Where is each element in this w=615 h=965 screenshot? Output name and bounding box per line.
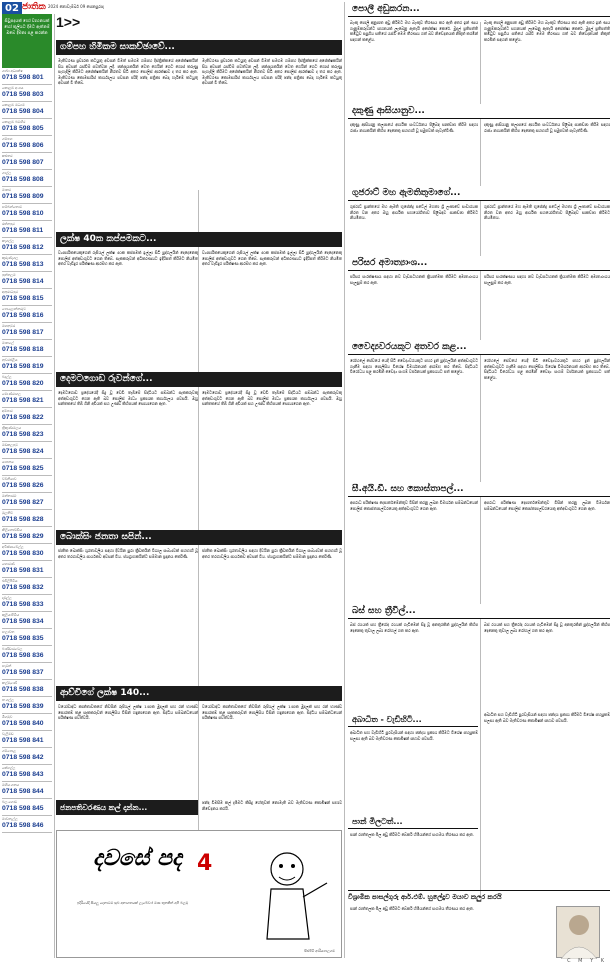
ad-contact-entry bbox=[2, 782, 52, 799]
ad-contact-number: 0718 598 842 bbox=[2, 754, 44, 761]
ad-contact-entry bbox=[2, 272, 52, 289]
ad-contact-entry bbox=[2, 510, 52, 527]
comic-text: ඉදිරියේදී සියලු දෙනාටම සුබ අනාගතයක් ලැබේවා! මාස තුනකින් අපි බලමු bbox=[77, 901, 189, 905]
page-number: 02 bbox=[2, 2, 22, 15]
ad-contact-label: කොළඹ අංශය bbox=[2, 86, 24, 90]
ad-contact-entry bbox=[2, 340, 52, 357]
ad-contact-number: 0718 598 807 bbox=[2, 159, 44, 166]
ad-contact-entry bbox=[2, 561, 52, 578]
ad-contact-entry bbox=[2, 357, 52, 374]
column-divider bbox=[480, 22, 481, 898]
headline-laksha40: ලක්ෂ 40ක කප්පමකට... bbox=[56, 232, 342, 247]
ad-contact-label: අනුරාධපුර bbox=[2, 290, 18, 294]
ad-contact-number: 0718 598 843 bbox=[2, 771, 44, 778]
headline-doctor: වෛද්‍යවරයකුට අතවර කළ... bbox=[348, 340, 610, 355]
column-divider bbox=[344, 2, 345, 958]
article-boxing-body-cont: ජාතික බොක්සිං ශූරතාවලිය සඳහා දිවයින පුරා ක්‍රීඩකයින් විශාල සංඛ්‍යාවක් සහභාගී වූ අතර තරගාවලිය සාර්ථකව අවසන් විය. ජයග්‍රාහකයින්ට සම්මාන ප්‍රදානය කෙරිණි. bbox=[202, 548, 342, 559]
ad-contact-number: 0718 598 839 bbox=[2, 703, 44, 710]
ad-contact-number: 0718 598 819 bbox=[2, 363, 44, 370]
ad-contact-number: 0718 598 844 bbox=[2, 788, 44, 795]
ad-contact-entry bbox=[2, 646, 52, 663]
headline-dematagoda: දෙමටගොඩ රුවන්ගේ... bbox=[56, 372, 342, 387]
ad-contact-label: වව්නියාව bbox=[2, 477, 17, 481]
ad-contact-number: 0718 598 829 bbox=[2, 533, 44, 540]
ad-contact-number: 0718 598 831 bbox=[2, 567, 44, 574]
ad-contact-number: 0718 598 822 bbox=[2, 414, 44, 421]
headline-interest-rates: පොලී අඩුකරන... bbox=[348, 2, 610, 17]
ad-contact-label: අවිස්සාවේල්ල bbox=[2, 545, 24, 549]
headline-bus-threewheel: බස් සහ ත්‍රීවිල්... bbox=[348, 604, 610, 619]
headline-boxing: බොක්සිං ජනතා සපින්... bbox=[56, 530, 342, 545]
ad-contact-entry bbox=[2, 578, 52, 595]
ad-contact-label: මීගමුව bbox=[2, 715, 13, 719]
ad-contact-label: හැටන් bbox=[2, 664, 12, 668]
ad-contact-label: මඩකලපුව bbox=[2, 443, 18, 447]
article-achchi-body-cont: වයෝවෘද්ධ කාන්තාවකගේ නිවසින් රුපියල් ලක්ෂ 140ක මුදලක් සහ රන් භාණ්ඩ සොරකම් කළ සැකකරුවන් පොලිසිය විසින් හඳුනාගෙන ඇත. සිද්ධිය සම්බන්ධයෙන් පරීක්ෂණ පවත්වයි. bbox=[202, 704, 342, 721]
ad-contact-label: කිලිනොච්චිය bbox=[2, 528, 22, 532]
ad-contact-entry bbox=[2, 153, 52, 170]
ad-contact-number: 0718 598 836 bbox=[2, 652, 44, 659]
ad-contact-entry bbox=[2, 306, 52, 323]
ad-contact-entry bbox=[2, 221, 52, 238]
ad-contact-label: කොළඹ මධ්‍යම bbox=[2, 103, 25, 107]
comic-title: දවසේ පද bbox=[93, 845, 182, 871]
headline-bread-price: පාන් මිලටත්... bbox=[348, 814, 478, 829]
ad-contact-entry bbox=[2, 595, 52, 612]
classifieds-sidebar bbox=[2, 14, 52, 959]
column-divider bbox=[54, 14, 55, 958]
ad-contact-entry bbox=[2, 187, 52, 204]
headline-cid: සී.අයි.ඩී. සහ කොස්තාපල්... bbox=[348, 482, 610, 497]
ad-contact-label: අම්පාර bbox=[2, 409, 13, 413]
ad-contact-number: 0718 598 821 bbox=[2, 397, 44, 404]
ad-contact-label: හොරණ bbox=[2, 562, 15, 566]
ad-contact-entry bbox=[2, 391, 52, 408]
ad-contact-label: කේගල්ල bbox=[2, 766, 16, 770]
ad-contact-label: මුලතිව් bbox=[2, 511, 13, 515]
ad-contact-number: 0718 598 808 bbox=[2, 176, 44, 183]
ad-contact-entry bbox=[2, 170, 52, 187]
ad-contact-label: පුත්තලම bbox=[2, 273, 16, 277]
ad-contact-label: වැලිමඩ bbox=[2, 732, 14, 736]
ad-contact-entry bbox=[2, 799, 52, 816]
ad-contact-number: 0718 598 830 bbox=[2, 550, 44, 557]
ad-contact-entry bbox=[2, 493, 52, 510]
ad-contact-label: මාවනැල්ල bbox=[2, 817, 18, 821]
ad-contact-label: මොණරාගල bbox=[2, 392, 21, 396]
ad-contact-number: 0718 598 805 bbox=[2, 125, 44, 132]
ad-contact-number: 0718 598 826 bbox=[2, 482, 44, 489]
obituary-photo bbox=[556, 906, 600, 958]
ad-contact-entry bbox=[2, 68, 52, 85]
article-interest-body-cont: බැංකු පොලී අනුපාත අඩු කිරීමට මහ බැංකුව තීරණය කර ඇති අතර ඉන් ණය ගැනුම්කරුවන්ට සහනයක් ලැබෙනු ඇතැයි අපේක්ෂා කෙරේ. මුදල් ප්‍රතිපත්ති කමිටුව පසුගිය සතියේ රැස්වී මෙම තීරණය ගත් බව නිවේදනයක් නිකුත් කරමින් සඳහන් කළේය. bbox=[484, 20, 610, 42]
ad-contact-entry bbox=[2, 102, 52, 119]
ad-contact-entry bbox=[2, 204, 52, 221]
headline-gujarat: ගුජරාට් මහ ඇමතිතුමාගේ... bbox=[348, 186, 610, 201]
ad-contact-entry bbox=[2, 442, 52, 459]
ad-contact-number: 0718 598 803 bbox=[2, 91, 44, 98]
ad-contact-entry bbox=[2, 238, 52, 255]
ad-contact-entry bbox=[2, 459, 52, 476]
article-obituary-body: පාන් රාත්තලක මිල අඩු කිරීමට බේකරි හිමියන්ගේ සංගමය තීරණය කර ඇත. bbox=[350, 906, 474, 911]
ad-contact-label: කුරුණෑගල bbox=[2, 256, 19, 260]
ad-contact-label: මාතර bbox=[2, 188, 11, 192]
ad-contact-entry bbox=[2, 476, 52, 493]
headline-disabled-elderly: අබාධිත - වැඩිහිටි... bbox=[348, 712, 478, 727]
ad-contact-number: 0718 598 810 bbox=[2, 210, 44, 217]
ad-contact-entry bbox=[2, 816, 52, 833]
ad-contact-number: 0718 598 813 bbox=[2, 261, 44, 268]
ad-contact-label: කොළඹ බටහිර bbox=[2, 120, 26, 124]
ad-contact-number: 0718 598 809 bbox=[2, 193, 44, 200]
ad-contact-entry bbox=[2, 374, 52, 391]
person-photo-icon bbox=[557, 907, 601, 959]
ad-contact-entry bbox=[2, 714, 52, 731]
article-interest-body: බැංකු පොලී අනුපාත අඩු කිරීමට මහ බැංකුව තීරණය කර ඇති අතර ඉන් ණය ගැනුම්කරුවන්ට සහනයක් ලැබෙනු ඇතැයි අපේක්ෂා කෙරේ. මුදල් ප්‍රතිපත්ති කමිටුව පසුගිය සතියේ රැස්වී මෙම තීරණය ගත් බව නිවේදනයක් නිකුත් කරමින් සඳහන් කළේය. bbox=[350, 20, 478, 42]
ad-contact-number: 0718 598 838 bbox=[2, 686, 44, 693]
comic-number: 4 bbox=[197, 851, 213, 876]
headline-obituary: විශ්‍රාමික පාසල්ගුරු ආර්.එම්. හුලේදුව මයාව කලුර කරයි bbox=[348, 890, 610, 904]
article-environment-body: පරිසර සංරක්ෂණය සඳහා නව වැඩසටහනක් ක්‍රියාත්මක කිරීමට අමාත්‍යාංශය සැලසුම් කර ඇත. bbox=[350, 274, 478, 285]
article-gampaha-body: මැතිවරණ ප්‍රචාරක කටයුතු අවසන් වීමත් සමගම ගම්පහ දිස්ත්‍රික්කයේ අපේක්ෂකයින් සිය අවසන් රැස්වීම් පවත්වන ලදී. ඡන්දදායකයින් වෙත ගෙයින් ගෙට ගොස් කරුණු පැහැදිලි කිරීමට අපේක්ෂකයින් නිරතව සිටි අතර පොලිස් ආරක්ෂාව ද තර කර ඇත. මැතිවරණ කොමසාරිස් කාර්යාලය පවසන පරිදි ඡන්ද පත්‍රිකා බෙදා හැරීමේ කටයුතු අවසන් වී තිබේ. bbox=[58, 58, 198, 86]
ad-contact-entry bbox=[2, 408, 52, 425]
ad-contact-label: කල්මුණේ bbox=[2, 681, 17, 685]
ad-contact-label: දඹුල්ල bbox=[2, 596, 12, 600]
ad-contact-number: 0718 598 845 bbox=[2, 805, 44, 812]
ad-contact-number: 0718 598 833 bbox=[2, 601, 44, 608]
ad-contact-number: 0718 598 840 bbox=[2, 720, 44, 727]
article-doctor-body-cont: රෝහලේ සේවයේ යෙදී සිටි වෛද්‍යවරයකුට පහර දුන් පුද්ගලයින් අත්අඩංගුවට ගැනීම සඳහා පොලිසිය විශේෂ විමර්ශනයක් ආරම්භ කර තිබේ. සිද්ධියට විරෝධය පළ කරමින් වෛද්‍ය සංගම් වර්ජනයක් ප්‍රකාශයට පත් කළේය. bbox=[484, 358, 610, 380]
page-date: 2024 නොවැම්බර් 09 සෙනසුරාදා bbox=[48, 4, 104, 9]
ad-contact-entry bbox=[2, 85, 52, 102]
headline-janapathi: ජනපතිවරණය කල් දාන්න... bbox=[56, 800, 198, 815]
ad-contact-label: ත්‍රිකුණාමලය bbox=[2, 426, 21, 430]
sidebar-banner: සිවුපදයක් හෝ වාහනයක් හෝ කුලියට දීමට ඇත්නම් ඔබේ දීමනා පළ කරන්න bbox=[2, 14, 52, 68]
section-number: 1>> bbox=[56, 14, 81, 30]
page-name: ජාතික bbox=[22, 2, 46, 12]
comic-illustration bbox=[247, 839, 337, 949]
article-cid-body-cont: අපරාධ පරීක්ෂණ දෙපාර්තමේන්තුව විසින් කරනු ලබන විමර්ශන සම්බන්ධයෙන් පොලිස් කොස්තාපල්වරයෙකු අත්අඩංගුවට ගෙන ඇත. bbox=[484, 500, 610, 511]
article-environment-body-cont: පරිසර සංරක්ෂණය සඳහා නව වැඩසටහනක් ක්‍රියාත්මක කිරීමට අමාත්‍යාංශය සැලසුම් කර ඇත. bbox=[484, 274, 610, 285]
ad-contact-label: මහනුවර bbox=[2, 324, 16, 328]
ad-contact-number: 0718 598 837 bbox=[2, 669, 44, 676]
ad-contact-entry bbox=[2, 527, 52, 544]
ad-contact-label: කෑගල්ල bbox=[2, 239, 14, 243]
article-gujarat-body-cont: ගුජරාට් ප්‍රාන්තයේ මහ ඇමති භූපේන්ද්‍ර පටේල් මහතා ශ්‍රී ලංකාවේ සංචාරයක නිරත වන අතර ඔහු ආර්ථික සහයෝගීතාව පිළිබඳව සාකච්ඡා කිරීමට නියමිතය. bbox=[484, 204, 610, 221]
article-janapathi-body: ඡන්ද විමසීම කල් දැමීමට කිසිදු හේතුවක් නොමැති බව මැතිවරණ කොමිෂන් සභාව නිවේදනය කරයි. bbox=[202, 800, 342, 811]
ad-contact-number: 0718 598 824 bbox=[2, 448, 44, 455]
article-disabled-body: අබාධිත සහ වැඩිහිටි පුරවැසියන් සඳහා ඡන්දය ප්‍රකාශ කිරීමට විශේෂ පහසුකම් සලසා ඇති බව මැතිවරණ කොමිෂන් සභාව පවසයි. bbox=[350, 730, 478, 741]
ad-contact-label: ගාල්ල bbox=[2, 171, 12, 175]
ad-contact-number: 0718 598 816 bbox=[2, 312, 44, 319]
article-laksha40-body: ව්‍යාපාරිකයෙකුගෙන් රුපියල් ලක්ෂ 40ක කප්පමක් ඉල්ලා සිටි පුද්ගලයින් දෙදෙනෙකු පොලිස් අත්අඩංගුවට ගෙන තිබේ. සැකකරුවන් අධිකරණයට ඉදිරිපත් කිරීමට නියමිත අතර වැඩිදුර පරීක්ෂණ ආරම්භ කර ඇත. bbox=[58, 250, 198, 267]
article-doctor-body: රෝහලේ සේවයේ යෙදී සිටි වෛද්‍යවරයකුට පහර දුන් පුද්ගලයින් අත්අඩංගුවට ගැනීම සඳහා පොලිසිය විශේෂ විමර්ශනයක් ආරම්භ කර තිබේ. සිද්ධියට විරෝධය පළ කරමින් වෛද්‍ය සංගම් වර්ජනයක් ප්‍රකාශයට පත් කළේය. bbox=[350, 358, 478, 375]
ad-contact-label: ගම්පහ bbox=[2, 137, 13, 141]
ad-contact-number: 0718 598 814 bbox=[2, 278, 44, 285]
article-bus-body-cont: බස් රථයක් සහ ත්‍රීරෝද රථයක් ගැටීමෙන් සිදු වූ අනතුරකින් පුද්ගලයින් කිහිප දෙනෙකු තුවාල ලබා රෝහල් ගත කර ඇත. bbox=[484, 622, 610, 633]
article-dematagoda-body-cont: දෙමටගොඩ ප්‍රදේශයේදී සිදු වූ වෙඩි තැබීමේ සිද්ධියට සම්බන්ධ සැකකරුවකු අත්අඩංගුවට ගෙන ඇති බව පොලිස් මාධ්‍ය ප්‍රකාශක කාර්යාලය පවසයි. ඔහු සන්තකයේ තිබී ගිනි අවියක් සහ උණ්ඩ කිහිපයක් සොයාගෙන ඇත. bbox=[202, 390, 342, 407]
ad-contact-number: 0718 598 818 bbox=[2, 346, 44, 353]
ad-contacts-list bbox=[2, 68, 52, 833]
ad-contact-label: කුලියාපිටිය bbox=[2, 613, 20, 617]
ad-contact-number: 0718 598 846 bbox=[2, 822, 44, 829]
ad-contact-label: මහියංගනය bbox=[2, 783, 19, 787]
column-divider bbox=[198, 190, 199, 830]
ad-contact-entry bbox=[2, 629, 52, 646]
ad-contact-label: පොළොන්නරුව bbox=[2, 307, 26, 311]
article-dematagoda-body: දෙමටගොඩ ප්‍රදේශයේදී සිදු වූ වෙඩි තැබීමේ සිද්ධියට සම්බන්ධ සැකකරුවකු අත්අඩංගුවට ගෙන ඇති බව පොලිස් මාධ්‍ය ප්‍රකාශක කාර්යාලය පවසයි. ඔහු සන්තකයේ තිබී ගිනි අවියක් සහ උණ්ඩ කිහිපයක් සොයාගෙන ඇත. bbox=[58, 390, 198, 407]
ad-contact-entry bbox=[2, 323, 52, 340]
ad-contact-entry bbox=[2, 425, 52, 442]
ad-contact-number: 0718 598 817 bbox=[2, 329, 44, 336]
headline-achchi: ආච්චිගේ ලක්ෂ 140... bbox=[56, 686, 342, 701]
article-south-asia-body: දකුණු ආසියානු කලාපයේ ආර්ථික සංවර්ධනය පිළිබඳ සාකච්ඡා කිරීම සඳහා රාජ්‍ය නායකයින් කිහිප දෙනෙකු සහභාගී වූ සමුළුවක් පැවැත්විණි. bbox=[350, 122, 478, 133]
article-laksha40-body-cont: ව්‍යාපාරිකයෙකුගෙන් රුපියල් ලක්ෂ 40ක කප්පමක් ඉල්ලා සිටි පුද්ගලයින් දෙදෙනෙකු පොලිස් අත්අඩංගුවට ගෙන තිබේ. සැකකරුවන් අධිකරණයට ඉදිරිපත් කිරීමට නියමිත අතර වැඩිදුර පරීක්ෂණ ආරම්භ කර ඇත. bbox=[202, 250, 342, 267]
comic-strip bbox=[56, 830, 342, 958]
headline-gampaha: ගම්පහ හිමිකම සාකච්ඡාවේ... bbox=[56, 40, 342, 55]
ad-contact-entry bbox=[2, 748, 52, 765]
ad-contact-number: 0718 598 823 bbox=[2, 431, 44, 438]
ad-contact-number: 0718 598 815 bbox=[2, 295, 44, 302]
ad-contact-number: 0718 598 820 bbox=[2, 380, 44, 387]
ad-contact-label: බණ්ඩාරවෙල bbox=[2, 647, 23, 651]
article-cid-body: අපරාධ පරීක්ෂණ දෙපාර්තමේන්තුව විසින් කරනු ලබන විමර්ශන සම්බන්ධයෙන් පොලිස් කොස්තාපල්වරයෙකු අත්අඩංගුවට ගෙන ඇත. bbox=[350, 500, 478, 511]
ad-contact-entry bbox=[2, 255, 52, 272]
ad-contact-label: ගම්පොළ bbox=[2, 749, 16, 753]
ad-contact-label: ශාඛා අධ්‍යක්ෂ bbox=[2, 69, 23, 73]
ad-contact-number: 0718 598 811 bbox=[2, 227, 44, 234]
ad-contact-entry bbox=[2, 697, 52, 714]
article-achchi-body: වයෝවෘද්ධ කාන්තාවකගේ නිවසින් රුපියල් ලක්ෂ 140ක මුදලක් සහ රන් භාණ්ඩ සොරකම් කළ සැකකරුවන් පොලිසිය විසින් හඳුනාගෙන ඇත. සිද්ධිය සම්බන්ධයෙන් පරීක්ෂණ පවත්වයි. bbox=[58, 704, 198, 721]
ad-contact-label: කළුතර bbox=[2, 154, 13, 158]
ad-contact-entry bbox=[2, 765, 52, 782]
headline-environment: පරිසර අමාත්‍යාංශ... bbox=[348, 256, 610, 271]
ad-contact-label: හම්බන්තොට bbox=[2, 205, 23, 209]
ad-contact-entry bbox=[2, 136, 52, 153]
ad-contact-number: 0718 598 825 bbox=[2, 465, 44, 472]
ad-contact-label: රත්නපුර bbox=[2, 222, 15, 226]
ad-contact-number: 0718 598 828 bbox=[2, 516, 44, 523]
ad-contact-number: 0718 598 841 bbox=[2, 737, 44, 744]
article-south-asia-body-cont: දකුණු ආසියානු කලාපයේ ආර්ථික සංවර්ධනය පිළිබඳ සාකච්ඡා කිරීම සඳහා රාජ්‍ය නායකයින් කිහිප දෙනෙකු සහභාගී වූ සමුළුවක් පැවැත්විණි. bbox=[484, 122, 610, 133]
ad-contact-entry bbox=[2, 612, 52, 629]
article-disabled-body-cont: අබාධිත සහ වැඩිහිටි පුරවැසියන් සඳහා ඡන්දය ප්‍රකාශ කිරීමට විශේෂ පහසුකම් සලසා ඇති බව මැතිවරණ කොමිෂන් සභාව පවසයි. bbox=[484, 712, 610, 723]
ad-contact-label: එඹිලිපිටිය bbox=[2, 579, 18, 583]
ad-contact-label: තංගල්ල bbox=[2, 698, 14, 702]
ad-contact-number: 0718 598 827 bbox=[2, 499, 44, 506]
ad-contact-number: 0718 598 812 bbox=[2, 244, 44, 251]
ad-contact-entry bbox=[2, 663, 52, 680]
ad-contact-number: 0718 598 801 bbox=[2, 74, 44, 81]
ad-contact-number: 0718 598 834 bbox=[2, 618, 44, 625]
ad-contact-number: 0718 598 832 bbox=[2, 584, 44, 591]
ad-contact-entry bbox=[2, 289, 52, 306]
ad-contact-entry bbox=[2, 680, 52, 697]
article-bread-body: පාන් රාත්තලක මිල අඩු කිරීමට බේකරි හිමියන්ගේ සංගමය තීරණය කර ඇත. bbox=[350, 832, 474, 837]
ad-contact-label: බදුල්ල bbox=[2, 375, 12, 379]
article-boxing-body: ජාතික බොක්සිං ශූරතාවලිය සඳහා දිවයින පුරා ක්‍රීඩකයින් විශාල සංඛ්‍යාවක් සහභාගී වූ අතර තරගාවලිය සාර්ථකව අවසන් විය. ජයග්‍රාහකයින්ට සම්මාන ප්‍රදානය කෙරිණි. bbox=[58, 548, 198, 559]
ad-contact-label: නුවරඑළිය bbox=[2, 358, 18, 362]
ad-contact-number: 0718 598 806 bbox=[2, 142, 44, 149]
print-marks: C M Y K bbox=[567, 958, 607, 964]
ad-contact-label: මාතලේ bbox=[2, 341, 14, 345]
headline-south-asia: දකුණු ආසියානුව... bbox=[348, 104, 610, 119]
ad-contact-number: 0718 598 804 bbox=[2, 108, 44, 115]
comic-credit: සිළුපිටි ආරියපාලගම bbox=[304, 949, 335, 953]
ad-contact-label: යාපනය bbox=[2, 460, 14, 464]
article-bus-body: බස් රථයක් සහ ත්‍රීරෝද රථයක් ගැටීමෙන් සිදු වූ අනතුරකින් පුද්ගලයින් කිහිප දෙනෙකු තුවාල ලබා රෝහල් ගත කර ඇත. bbox=[350, 622, 478, 633]
ad-contact-number: 0718 598 835 bbox=[2, 635, 44, 642]
article-gampaha-body-cont: මැතිවරණ ප්‍රචාරක කටයුතු අවසන් වීමත් සමගම ගම්පහ දිස්ත්‍රික්කයේ අපේක්ෂකයින් සිය අවසන් රැස්වීම් පවත්වන ලදී. ඡන්දදායකයින් වෙත ගෙයින් ගෙට ගොස් කරුණු පැහැදිලි කිරීමට අපේක්ෂකයින් නිරතව සිටි අතර පොලිස් ආරක්ෂාව ද තර කර ඇත. මැතිවරණ කොමසාරිස් කාර්යාලය පවසන පරිදි ඡන්ද පත්‍රිකා බෙදා හැරීමේ කටයුතු අවසන් වී තිබේ. bbox=[202, 58, 342, 86]
ad-contact-label: හලාවත bbox=[2, 630, 15, 634]
ad-contact-entry bbox=[2, 544, 52, 561]
ad-contact-entry bbox=[2, 119, 52, 136]
ad-contact-entry bbox=[2, 731, 52, 748]
ad-contact-label: මන්නාරම bbox=[2, 494, 17, 498]
ad-contact-label: බලංගොඩ bbox=[2, 800, 18, 804]
article-gujarat-body: ගුජරාට් ප්‍රාන්තයේ මහ ඇමති භූපේන්ද්‍ර පටේල් මහතා ශ්‍රී ලංකාවේ සංචාරයක නිරත වන අතර ඔහු ආර්ථික සහයෝගීතාව පිළිබඳව සාකච්ඡා කිරීමට නියමිතය. bbox=[350, 204, 478, 221]
